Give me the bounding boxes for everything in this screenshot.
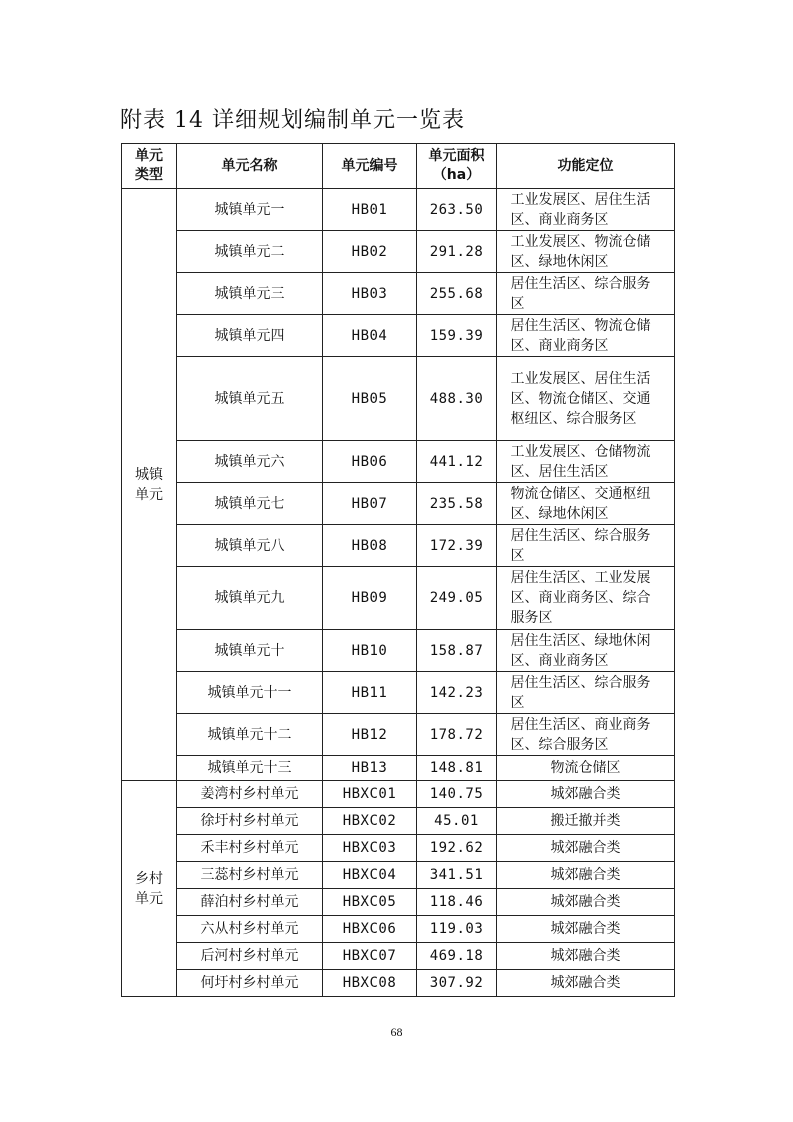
unit-area-cell: 235.58 <box>417 483 497 525</box>
unit-area-cell: 307.92 <box>417 970 497 997</box>
unit-area-cell: 159.39 <box>417 315 497 357</box>
unit-function-cell <box>497 889 675 916</box>
page-number: 68 <box>390 1025 403 1039</box>
unit-area-cell: 172.39 <box>417 525 497 567</box>
header-row <box>122 144 675 189</box>
unit-function-text: 居住生活区、物流仓储区、商业商务区 <box>510 317 651 354</box>
unit-code-cell: HBXC03 <box>323 835 417 862</box>
unit-function-cell <box>497 916 675 943</box>
rural-unit-type-cell <box>122 781 177 997</box>
unit-name-cell: 禾丰村乡村单元 <box>177 835 323 862</box>
unit-name-cell: 城镇单元十一 <box>177 672 323 714</box>
rural-units-body <box>122 781 675 997</box>
unit-area-cell: 255.68 <box>417 273 497 315</box>
unit-name-cell: 姜湾村乡村单元 <box>177 781 323 808</box>
unit-code-cell: HBXC05 <box>323 889 417 916</box>
unit-code-cell: HB04 <box>323 315 417 357</box>
unit-function-text: 城郊融合类 <box>550 894 621 910</box>
unit-function-text: 工业发展区、居住生活区、商业商务区 <box>510 191 651 228</box>
unit-name-cell: 城镇单元十二 <box>177 714 323 756</box>
unit-function-cell <box>497 630 675 672</box>
unit-area-cell: 148.81 <box>417 756 497 781</box>
unit-name-cell: 城镇单元十 <box>177 630 323 672</box>
header-code: 单元编号 <box>323 144 417 189</box>
unit-function-cell <box>497 808 675 835</box>
rural-unit-row <box>122 781 675 808</box>
unit-name-cell: 城镇单元四 <box>177 315 323 357</box>
unit-function-text: 物流仓储区 <box>550 760 621 776</box>
unit-area-cell: 291.28 <box>417 231 497 273</box>
unit-name-cell: 六从村乡村单元 <box>177 916 323 943</box>
urban-unit-row <box>122 756 675 781</box>
unit-code-cell: HB09 <box>323 567 417 630</box>
header-area: 单元面积（ha） <box>417 144 497 189</box>
rural-unit-row <box>122 916 675 943</box>
unit-function-text: 工业发展区、物流仓储区、绿地休闲区 <box>510 233 651 270</box>
unit-function-cell <box>497 714 675 756</box>
unit-code-cell: HBXC02 <box>323 808 417 835</box>
page-title: 附表 14 详细规划编制单元一览表 <box>120 108 465 133</box>
unit-function-text: 物流仓储区、交通枢纽区、绿地休闲区 <box>510 485 651 522</box>
unit-function-text: 居住生活区、综合服务区 <box>510 674 651 711</box>
unit-function-text: 居住生活区、商业商务区、综合服务区 <box>510 716 651 753</box>
unit-name-cell: 城镇单元一 <box>177 189 323 231</box>
unit-area-cell: 441.12 <box>417 441 497 483</box>
unit-function-cell <box>497 525 675 567</box>
unit-code-cell: HB06 <box>323 441 417 483</box>
unit-function-text: 居住生活区、综合服务区 <box>510 527 651 564</box>
unit-function-cell <box>497 672 675 714</box>
unit-name-cell: 城镇单元六 <box>177 441 323 483</box>
urban-unit-row <box>122 672 675 714</box>
unit-function-text: 居住生活区、综合服务区 <box>510 275 651 312</box>
rural-unit-type-label: 乡村单元 <box>135 870 163 907</box>
urban-units-body <box>122 189 675 781</box>
header-function: 功能定位 <box>497 144 675 189</box>
unit-area-cell: 469.18 <box>417 943 497 970</box>
unit-function-cell <box>497 756 675 781</box>
unit-name-cell: 城镇单元十三 <box>177 756 323 781</box>
unit-area-cell: 178.72 <box>417 714 497 756</box>
unit-function-cell <box>497 231 675 273</box>
unit-function-cell <box>497 943 675 970</box>
unit-function-cell <box>497 862 675 889</box>
unit-code-cell: HB02 <box>323 231 417 273</box>
unit-function-text: 城郊融合类 <box>550 786 621 802</box>
unit-code-cell: HBXC07 <box>323 943 417 970</box>
planning-units-table <box>121 143 675 997</box>
unit-name-cell: 城镇单元五 <box>177 357 323 441</box>
unit-function-text: 工业发展区、仓储物流区、居住生活区 <box>510 443 651 480</box>
unit-function-cell <box>497 315 675 357</box>
urban-unit-type-cell <box>122 189 177 781</box>
unit-code-cell: HBXC04 <box>323 862 417 889</box>
unit-code-cell: HBXC06 <box>323 916 417 943</box>
unit-code-cell: HB11 <box>323 672 417 714</box>
unit-code-cell: HB05 <box>323 357 417 441</box>
unit-area-cell: 142.23 <box>417 672 497 714</box>
unit-function-text: 城郊融合类 <box>550 840 621 856</box>
unit-area-cell: 488.30 <box>417 357 497 441</box>
unit-area-cell: 119.03 <box>417 916 497 943</box>
unit-function-text: 居住生活区、绿地休闲区、商业商务区 <box>510 632 651 669</box>
urban-unit-row <box>122 189 675 231</box>
unit-area-cell: 118.46 <box>417 889 497 916</box>
unit-name-cell: 后河村乡村单元 <box>177 943 323 970</box>
unit-code-cell: HB08 <box>323 525 417 567</box>
unit-area-cell: 140.75 <box>417 781 497 808</box>
urban-unit-row <box>122 525 675 567</box>
rural-unit-row <box>122 970 675 997</box>
urban-unit-row <box>122 231 675 273</box>
header-name: 单元名称 <box>177 144 323 189</box>
unit-code-cell: HBXC08 <box>323 970 417 997</box>
unit-function-text: 城郊融合类 <box>550 867 621 883</box>
urban-unit-row <box>122 567 675 630</box>
unit-function-cell <box>497 835 675 862</box>
unit-name-cell: 城镇单元九 <box>177 567 323 630</box>
unit-name-cell: 何圩村乡村单元 <box>177 970 323 997</box>
unit-name-cell: 薛泊村乡村单元 <box>177 889 323 916</box>
unit-function-cell <box>497 273 675 315</box>
rural-unit-row <box>122 889 675 916</box>
urban-unit-row <box>122 441 675 483</box>
unit-area-cell: 341.51 <box>417 862 497 889</box>
unit-code-cell: HB07 <box>323 483 417 525</box>
rural-unit-row <box>122 808 675 835</box>
rural-unit-row <box>122 862 675 889</box>
unit-function-text: 城郊融合类 <box>550 948 621 964</box>
unit-function-cell <box>497 970 675 997</box>
urban-unit-row <box>122 483 675 525</box>
unit-area-cell: 249.05 <box>417 567 497 630</box>
unit-function-cell <box>497 567 675 630</box>
unit-area-cell: 263.50 <box>417 189 497 231</box>
rural-unit-row <box>122 943 675 970</box>
unit-name-cell: 城镇单元三 <box>177 273 323 315</box>
unit-function-cell <box>497 781 675 808</box>
unit-name-cell: 城镇单元二 <box>177 231 323 273</box>
unit-name-cell: 徐圩村乡村单元 <box>177 808 323 835</box>
unit-name-cell: 三蕊村乡村单元 <box>177 862 323 889</box>
urban-unit-row <box>122 357 675 441</box>
unit-code-cell: HB13 <box>323 756 417 781</box>
unit-code-cell: HB10 <box>323 630 417 672</box>
urban-unit-row <box>122 714 675 756</box>
unit-function-text: 城郊融合类 <box>550 975 621 991</box>
unit-function-cell <box>497 483 675 525</box>
unit-function-text: 搬迁撤并类 <box>550 813 621 829</box>
unit-function-text: 城郊融合类 <box>550 921 621 937</box>
unit-function-cell <box>497 189 675 231</box>
unit-function-cell <box>497 357 675 441</box>
unit-function-cell <box>497 441 675 483</box>
urban-unit-row <box>122 630 675 672</box>
unit-function-text: 居住生活区、工业发展区、商业商务区、综合服务区 <box>510 570 651 626</box>
header-type: 单元类型 <box>122 144 177 189</box>
urban-unit-type-label: 城镇单元 <box>135 466 163 503</box>
unit-code-cell: HB01 <box>323 189 417 231</box>
unit-code-cell: HB12 <box>323 714 417 756</box>
unit-code-cell: HB03 <box>323 273 417 315</box>
urban-unit-row <box>122 273 675 315</box>
unit-area-cell: 192.62 <box>417 835 497 862</box>
unit-area-cell: 45.01 <box>417 808 497 835</box>
rural-unit-row <box>122 835 675 862</box>
unit-area-cell: 158.87 <box>417 630 497 672</box>
unit-name-cell: 城镇单元七 <box>177 483 323 525</box>
unit-name-cell: 城镇单元八 <box>177 525 323 567</box>
urban-unit-row <box>122 315 675 357</box>
unit-code-cell: HBXC01 <box>323 781 417 808</box>
unit-function-text: 工业发展区、居住生活区、物流仓储区、交通枢纽区、综合服务区 <box>510 370 651 427</box>
